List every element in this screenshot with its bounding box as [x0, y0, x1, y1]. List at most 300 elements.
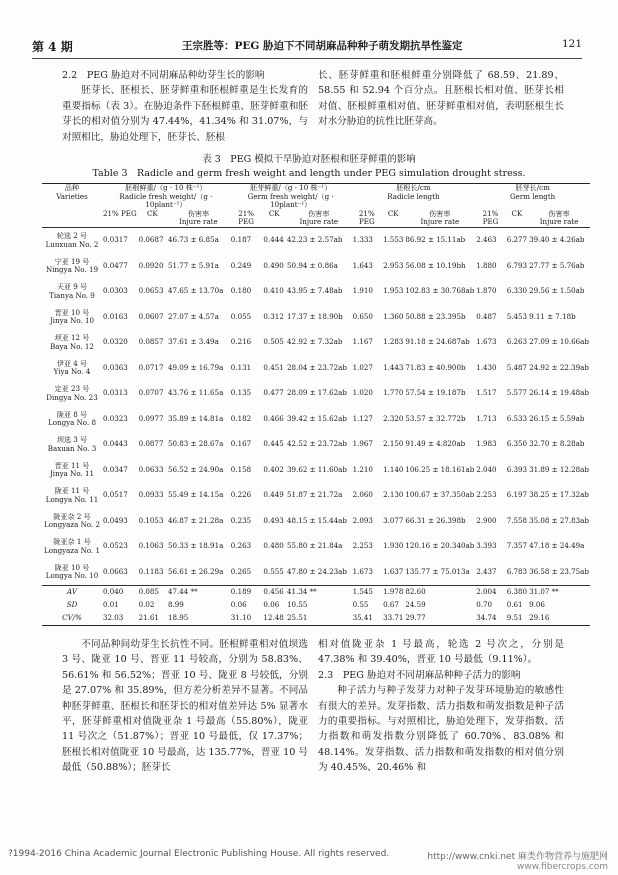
table-cell: 0.0633 [138, 464, 164, 474]
sub-ck-header: CK [138, 210, 167, 228]
table-cell: 0.0920 [138, 260, 164, 270]
table-cell: 0.0663 [103, 566, 128, 576]
table-cell: 1.283 [383, 337, 404, 347]
table-cell: 0.0313 [103, 388, 128, 398]
variety-cn: 坝亚 12 号 [54, 333, 90, 343]
group2-cn: 胚芽鲜重/（g · 10 株⁻¹） [250, 183, 332, 192]
sub-injure-header [404, 210, 475, 228]
variety-en: Lunxuan No. 2 [45, 239, 99, 249]
table-cell: 0.0477 [103, 260, 128, 270]
left-column-top [62, 68, 308, 145]
variety-cn: 陇亚杂 2 号 [53, 511, 91, 521]
stat-cell: 31.07 ** [528, 585, 590, 599]
table-row [42, 483, 590, 509]
header-rule [32, 58, 582, 59]
table-cell: 35.89 ± 14.81a [168, 413, 224, 423]
site-footer [427, 849, 608, 862]
table-cell: 50.83 ± 28.67a [168, 439, 224, 449]
table-cell: 0.0707 [138, 388, 164, 398]
table-cell: 0.0607 [138, 311, 164, 321]
stat-cell: 25.51 [286, 612, 352, 626]
stat-cell: 33.71 [382, 612, 404, 626]
variety-cell [42, 279, 102, 305]
stat-cell: 10.55 [287, 600, 308, 610]
stat-cell: 82.60 [404, 585, 475, 599]
variety-cn: 宁亚 19 号 [54, 256, 90, 266]
group-germ-length [475, 184, 590, 210]
stat-cell: 1.978 [382, 585, 404, 599]
table-row [42, 279, 590, 305]
table-cell: 0.055 [230, 311, 252, 321]
table-cell: 56.08 ± 10.19bh [405, 260, 466, 270]
table-cell: 1.870 [476, 286, 497, 296]
table-cell: 1.553 [382, 227, 404, 253]
table-cell: 27.07 ± 4.57a [168, 311, 219, 321]
table-cell: 1.770 [383, 388, 404, 398]
col-variety-en: Varieties [56, 191, 88, 201]
stat-cell: 0.70 [476, 600, 493, 610]
table-cell: 0.0517 [103, 490, 128, 500]
table-cell: 0.235 [230, 515, 252, 525]
variety-en: Longya No. 11 [45, 494, 99, 504]
table-body [42, 227, 590, 625]
sub-ck-header: CK [506, 210, 528, 228]
table-3 [42, 183, 590, 626]
table-cell: 0.555 [263, 566, 284, 576]
stat-cell: 0.01 [103, 600, 119, 610]
table-cell: 1.673 [352, 566, 373, 576]
table-cell: 2.463 [475, 227, 506, 253]
variety-cn: 伊亚 4 号 [56, 358, 88, 368]
table-cell: 0.249 [230, 260, 252, 270]
table-cell: 1.360 [383, 311, 404, 321]
table-row [42, 355, 590, 381]
group4-cn: 胚芽长/cm [515, 183, 550, 192]
table-cell: 0.0347 [103, 464, 128, 474]
variety-cn: 坝选 3 号 [56, 435, 88, 445]
table-cell: 3.393 [476, 541, 497, 551]
variety-en: Baxuan No. 3 [47, 443, 97, 453]
table-cell: 32.70 ± 8.28ab [529, 439, 585, 449]
table-cell: 86.92 ± 15.11ab [404, 227, 475, 253]
sub-peg-header: 21% PEG [102, 210, 138, 228]
stat-cell: 1.545 [352, 585, 383, 599]
table-cell: 0.0323 [103, 413, 128, 423]
variety-cn: 轮选 2 号 [56, 231, 88, 241]
table-cell: 2.060 [352, 490, 373, 500]
table-cell: 2.150 [383, 439, 404, 449]
table-cell: 1.673 [476, 337, 497, 347]
paragraph: 不同品种间幼芽生长抗性不同。胚根鲜重相对值坝选 3 号、陇亚 10 号、晋亚 11 号较高，分别为 58.83%、56.61% 和 56.52%；晋亚 10 号、陇亚 8 号较低，分别是 27.07% 和 35.89%，但方差分析差异不显著。不同品种胚芽鲜重、胚根长和胚芽长的相对值差异达 5% 显著水平，胚芽鲜重相对值陇亚杂 1 号最高（55.80%），陇亚 11 号次之（51.87%）；晋亚 10 号最低，仅 17.37%；胚根长相对值陇亚 10 号最高，达 135.77%，晋亚 10 号最低（50.88%）；胚芽长 [62, 639, 308, 774]
table-cell: 6.533 [506, 413, 528, 423]
table-cell: 57.54 ± 19.187b [405, 388, 466, 398]
group4-en: Germ length [510, 191, 556, 201]
table-cell: 2.253 [476, 490, 497, 500]
table-row [42, 381, 590, 407]
table-cell: 7.357 [506, 541, 528, 551]
paragraph: 种子活力与种子发芽力对种子发芽环境胁迫的敏感性有很大的差异。发芽指数、活力指数和萌发指数是种子活力的重要指标。与对照相比，胁迫处理下，发芽指数、活力指数和萌发指数分别降低了 60.70%、83.08% 和 48.14%。发芽指数、活力指数和萌发指数的相对值分别为 40.45%、20.46% 和 [318, 685, 564, 774]
variety-en: Longya No. 8 [48, 418, 96, 428]
table-cell: 6.783 [506, 566, 528, 576]
table-row [42, 406, 590, 432]
table-row [42, 457, 590, 483]
table-cell: 0.0717 [138, 362, 164, 372]
variety-cn: 陇亚 8 号 [56, 409, 88, 419]
group3-en: Radicle length [387, 191, 440, 201]
stat-cell: 41.34 ** [286, 585, 352, 599]
table-cell: 17.37 ± 18.90b [287, 311, 343, 321]
table-cell: 7.558 [506, 515, 528, 525]
sub-peg-header: 21% PEG [475, 210, 506, 228]
stat-cell: 21.61 [138, 612, 167, 626]
table-cell: 0.449 [263, 490, 284, 500]
table-cell: 1.637 [383, 566, 404, 576]
table-cell: 1.930 [383, 541, 404, 551]
table-cell: 1.517 [476, 388, 497, 398]
sub-injure-cn: 伤害率 [187, 208, 210, 218]
table-cell: 6.197 [506, 490, 528, 500]
stat-row [42, 612, 590, 626]
table-cell: 0.490 [263, 260, 284, 270]
variety-cell [42, 457, 102, 483]
table-caption-en: Table 3 Radicle and germ fresh weight and length under PEG simulation drought stress. [92, 168, 526, 179]
table-cell: 1.140 [383, 464, 404, 474]
table-cell: 6.393 [506, 464, 528, 474]
table-cell: 0.0933 [138, 490, 164, 500]
variety-cell [42, 483, 102, 509]
variety-cn: 陇亚 10 号 [54, 562, 90, 572]
stat-cell: 9.51 [506, 612, 528, 626]
table-cell: 0.167 [230, 439, 252, 449]
stat-label: SD [66, 600, 78, 610]
site-link[interactable]: http://www.cnki.net [427, 852, 516, 862]
table-cell: 51.77 ± 5.91a [168, 260, 219, 270]
table-cell: 56.52 ± 24.90a [168, 464, 224, 474]
table-cell: 0.131 [230, 362, 252, 372]
table-row [42, 330, 590, 356]
table-cell: 27.09 ± 10.66ab [529, 337, 589, 347]
table-cell: 28.04 ± 23.72ab [287, 362, 347, 372]
table-cell: 91.49 ± 4.820ab [405, 439, 466, 449]
table-cell: 1.967 [352, 439, 373, 449]
table-cell: 37.61 ± 3.49a [168, 337, 219, 347]
table-cell: 47.80 ± 24.23ab [287, 566, 347, 576]
table-cell: 0.0443 [103, 439, 128, 449]
variety-cn: 天亚 9 号 [56, 282, 88, 292]
table-cell: 56.61 ± 26.29a [168, 566, 224, 576]
table-cell: 36.58 ± 23.75ab [529, 566, 589, 576]
table-cell: 1.020 [352, 388, 373, 398]
table-cell: 0.487 [476, 311, 497, 321]
table-cell: 0.451 [263, 362, 284, 372]
table-cell: 2.130 [383, 490, 404, 500]
table-cell: 2.953 [383, 260, 404, 270]
table-row [42, 227, 590, 253]
table-cell: 0.444 [262, 227, 286, 253]
table-cell: 0.187 [230, 227, 263, 253]
right-column-bottom [318, 637, 564, 776]
running-title: 王宗胜等：PEG 胁迫下不同胡麻品种种子萌发期抗旱性鉴定 [182, 40, 463, 52]
section-heading-2-2: 2.2 PEG 胁迫对不同胡麻品种幼芽生长的影响 [62, 70, 265, 81]
group-radicle-length [352, 184, 476, 210]
table-cell: 0.493 [263, 515, 284, 525]
table-cell: 28.09 ± 17.62ab [287, 388, 347, 398]
copyright-footer: ?1994-2016 China Academic Journal Electronic Publishing House. All rights reserved. [8, 849, 390, 859]
variety-en: Yiya No. 4 [53, 367, 91, 377]
table-cell: 46.73 ± 6.85a [167, 227, 230, 253]
variety-en: Longya No. 10 [45, 571, 99, 581]
subheader-row [42, 210, 590, 228]
variety-cell [42, 508, 102, 534]
stat-row [42, 585, 590, 599]
stat-cell: 0.06 [230, 600, 247, 610]
stat-cell: 0.189 [230, 585, 263, 599]
sub-peg-header: 21% PEG [230, 210, 263, 228]
table-cell: 49.09 ± 16.79a [168, 362, 224, 372]
table-cell: 120.16 ± 20.340ab [405, 541, 475, 551]
stat-cell: 0.61 [506, 600, 523, 610]
table-cell: 53.57 ± 32.772b [405, 413, 466, 423]
table-cell: 0.0877 [138, 439, 164, 449]
table-cell: 1.027 [352, 362, 373, 372]
table-cell: 102.83 ± 30.768ab [405, 286, 475, 296]
stat-cell: 6.380 [506, 585, 528, 599]
left-column-bottom [62, 637, 308, 776]
col-variety-header [42, 184, 102, 228]
table-cell: 1.127 [352, 413, 373, 423]
sub-injure-en: Injure rate [299, 217, 339, 227]
variety-cell [42, 355, 102, 381]
table-cell: 6.350 [506, 439, 528, 449]
table-cell: 0.1183 [138, 566, 164, 576]
table-row [42, 253, 590, 279]
stat-cell: 32.03 [102, 612, 138, 626]
variety-cn: 定亚 23 号 [54, 384, 90, 394]
table-cell: 3.077 [383, 515, 404, 525]
table-cell: 71.83 ± 40.900b [405, 362, 466, 372]
stat-cell: 2.004 [475, 585, 506, 599]
variety-en: Jinya No. 11 [49, 469, 95, 479]
stat-cell: 9.06 [529, 600, 545, 610]
stat-cell: 35.41 [352, 612, 383, 626]
group1-en: Radicle fresh weight/（g · 10plant⁻¹） [119, 191, 213, 210]
table-cell: 0.0320 [103, 337, 128, 347]
sub-ck-header: CK [382, 210, 404, 228]
table-cell: 2.320 [383, 413, 404, 423]
stat-cell: 12.48 [262, 612, 286, 626]
sub-ck-header: CK [262, 210, 286, 228]
page-header [32, 38, 582, 58]
variety-en: Baya No. 12 [50, 341, 94, 351]
table-cell: 0.0977 [138, 413, 164, 423]
table-cell: 42.52 ± 23.72ab [287, 439, 347, 449]
right-column-top [318, 68, 564, 130]
variety-en: Ningya No. 19 [46, 265, 98, 275]
sub-injure-header [528, 210, 590, 228]
stat-label: CV/% [42, 612, 102, 626]
table-cell: 0.0653 [138, 286, 164, 296]
table-cell: 1.333 [352, 227, 383, 253]
table-cell: 1.643 [352, 260, 373, 270]
table-cell: 1.167 [352, 337, 373, 347]
variety-cell [42, 330, 102, 356]
stat-cell: 0.67 [383, 600, 399, 610]
stat-label: AV [42, 585, 102, 599]
table-cell: 0.135 [230, 388, 252, 398]
table-cell: 106.25 ± 18.161ab [405, 464, 475, 474]
table-cell: 0.0857 [138, 337, 164, 347]
table-cell: 0.480 [263, 541, 284, 551]
table-cell: 2.253 [352, 541, 373, 551]
issue-number: 第 4 期 [32, 40, 73, 54]
table-cell: 5.577 [506, 388, 528, 398]
sub-injure-en: Injure rate [539, 217, 579, 227]
table-cell: 42.92 ± 7.32ab [287, 337, 343, 347]
stat-cell: 34.74 [475, 612, 506, 626]
table-cell: 1.953 [383, 286, 404, 296]
table-cell: 1.713 [476, 413, 497, 423]
table-cell: 26.14 ± 19.48ab [529, 388, 589, 398]
table-cell: 9.11 ± 7.18b [529, 311, 576, 321]
group1-cn: 胚根鲜重/（g · 10 株⁻¹） [125, 183, 207, 192]
stat-cell: 8.99 [168, 600, 184, 610]
variety-cn: 晋亚 11 号 [54, 460, 90, 470]
table-cell: 0.263 [230, 541, 252, 551]
table-row [42, 559, 590, 585]
group2-en: Germ fresh weight/（g · 10plant⁻¹） [247, 191, 334, 210]
table-cell: 1.910 [352, 286, 373, 296]
table-cell: 38.25 ± 17.32ab [529, 490, 589, 500]
table-cell: 0.182 [230, 413, 252, 423]
table-cell: 55.80 ± 21.84a [287, 541, 343, 551]
table-cell: 0.0363 [103, 362, 128, 372]
table-cell: 0.410 [263, 286, 284, 296]
variety-cell [42, 559, 102, 585]
sub-injure-header [286, 210, 352, 228]
table-cell: 0.0163 [103, 311, 128, 321]
group3-cn: 胚根长/cm [396, 183, 431, 192]
stat-cell: 0.06 [263, 600, 280, 610]
table-cell: 0.158 [230, 464, 252, 474]
sub-injure-cn: 伤害率 [548, 208, 570, 218]
stat-cell: 47.44 ** [167, 585, 230, 599]
stat-cell: 0.55 [352, 600, 369, 610]
variety-cell [42, 253, 102, 279]
table-cell: 39.40 ± 4.26ab [528, 227, 590, 253]
stat-cell: 0.040 [102, 585, 138, 599]
table-cell: 0.312 [263, 311, 284, 321]
table-cell: 46.87 ± 21.28a [168, 515, 224, 525]
variety-cn: 晋亚 10 号 [54, 307, 90, 317]
table-cell: 50.94 ± 0.86a [287, 260, 338, 270]
table-cell: 39.42 ± 15.62ab [287, 413, 347, 423]
table-cell: 91.18 ± 24.687ab [405, 337, 470, 347]
table-cell: 35.08 ± 27.83ab [529, 515, 589, 525]
table-cell: 51.87 ± 21.72a [287, 490, 343, 500]
table-cell: 1.430 [476, 362, 497, 372]
paragraph: 胚芽长、胚根长、胚芽鲜重和胚根鲜重是生长发育的重要指标（表 3）。在胁迫条件下胚根鲜重、胚芽鲜重和胚芽长的相对值分别为 47.44%，41.34% 和 31.07%，与对照相比，胁迫处理下，胚芽长、胚根 [62, 85, 308, 143]
table-cell: 1.210 [352, 464, 373, 474]
variety-cell [42, 227, 102, 253]
stat-cell: 29.16 [528, 612, 590, 626]
table-cell: 0.466 [263, 413, 284, 423]
table-cell: 135.77 ± 75.013a [405, 566, 470, 576]
table-cell: 6.277 [506, 227, 528, 253]
table-cell: 100.67 ± 37.350ab [405, 490, 475, 500]
table-cell: 0.0687 [138, 227, 167, 253]
table-cell: 6.793 [506, 260, 528, 270]
table-cell: 6.263 [506, 337, 528, 347]
sub-injure-cn: 伤害率 [429, 208, 451, 218]
table-row [42, 534, 590, 560]
table-cell: 2.093 [352, 515, 373, 525]
table-cell: 0.180 [230, 286, 252, 296]
variety-en: Jinya No. 10 [49, 316, 95, 326]
table-cell: 1.443 [383, 362, 404, 372]
variety-cell [42, 432, 102, 458]
table-cell: 1.880 [476, 260, 497, 270]
group-germ-fresh-weight [230, 184, 352, 210]
paragraph: 相对值陇亚杂 1 号最高，轮选 2 号次之，分别是 47.38% 和 39.40%，晋亚 10 号最低（9.11%）。 [318, 639, 564, 666]
table-cell: 43.95 ± 7.48ab [287, 286, 343, 296]
table-cell: 47.18 ± 24.49a [529, 541, 585, 551]
variety-cn: 陇亚 11 号 [54, 486, 90, 496]
table-cell: 0.650 [352, 311, 373, 321]
table-cell: 0.477 [263, 388, 284, 398]
table-cell: 50.33 ± 18.91a [168, 541, 224, 551]
table-cell: 5.453 [506, 311, 528, 321]
variety-cell [42, 304, 102, 330]
table-row [42, 432, 590, 458]
table-cell: 39.62 ± 11.60ab [287, 464, 347, 474]
table-cell: 0.0317 [102, 227, 138, 253]
table-row [42, 304, 590, 330]
group-radicle-fresh-weight [102, 184, 230, 210]
watermark-url: www.fibercrops.com [517, 862, 608, 872]
table-cell: 2.040 [476, 464, 497, 474]
table-cell: 24.92 ± 22.39ab [529, 362, 589, 372]
variety-cell [42, 406, 102, 432]
variety-en: Longyaza No. 1 [44, 545, 100, 555]
table-cell: 0.445 [263, 439, 284, 449]
stat-cell: 0.456 [262, 585, 286, 599]
table-cell: 47.65 ± 13.70a [168, 286, 224, 296]
paragraph: 长、胚芽鲜重和胚根鲜重分别降低了 68.59、21.89、58.55 和 52.94 个百分点。且胚根长相对值、胚芽长相对值、胚根鲜重相对值、胚芽鲜重相对值，表明胚根生长对水分胁迫的抗性比胚芽高。 [318, 70, 564, 128]
watermark-cn: 麻类作物营养与施肥网 [517, 852, 608, 862]
sub-injure-cn: 伤害率 [308, 208, 330, 218]
variety-en: Longyaza No. 2 [44, 520, 100, 530]
table-cell: 0.0523 [103, 541, 128, 551]
stat-cell: 18.95 [167, 612, 230, 626]
table-cell: 0.1063 [138, 541, 164, 551]
table-cell: 0.0303 [103, 286, 128, 296]
stat-cell: 0.02 [138, 600, 155, 610]
section-heading-2-3: 2.3 PEG 胁迫对不同胡麻品种种子活力的影响 [318, 669, 521, 681]
table-cell: 2.437 [476, 566, 497, 576]
table-cell: 31.89 ± 12.28ab [529, 464, 589, 474]
sub-injure-en: Injure rate [420, 217, 460, 227]
stat-row [42, 599, 590, 612]
table-cell: 42.23 ± 2.57ab [286, 227, 352, 253]
table-cell: 50.88 ± 23.395b [405, 311, 466, 321]
page-number: 121 [561, 38, 582, 50]
table-cell: 0.402 [263, 464, 284, 474]
table-cell: 1.983 [476, 439, 497, 449]
table-cell: 55.49 ± 14.15a [168, 490, 224, 500]
stat-cell: 29.77 [404, 612, 475, 626]
stat-cell: 31.10 [230, 612, 263, 626]
table-cell: 0.1053 [138, 515, 164, 525]
